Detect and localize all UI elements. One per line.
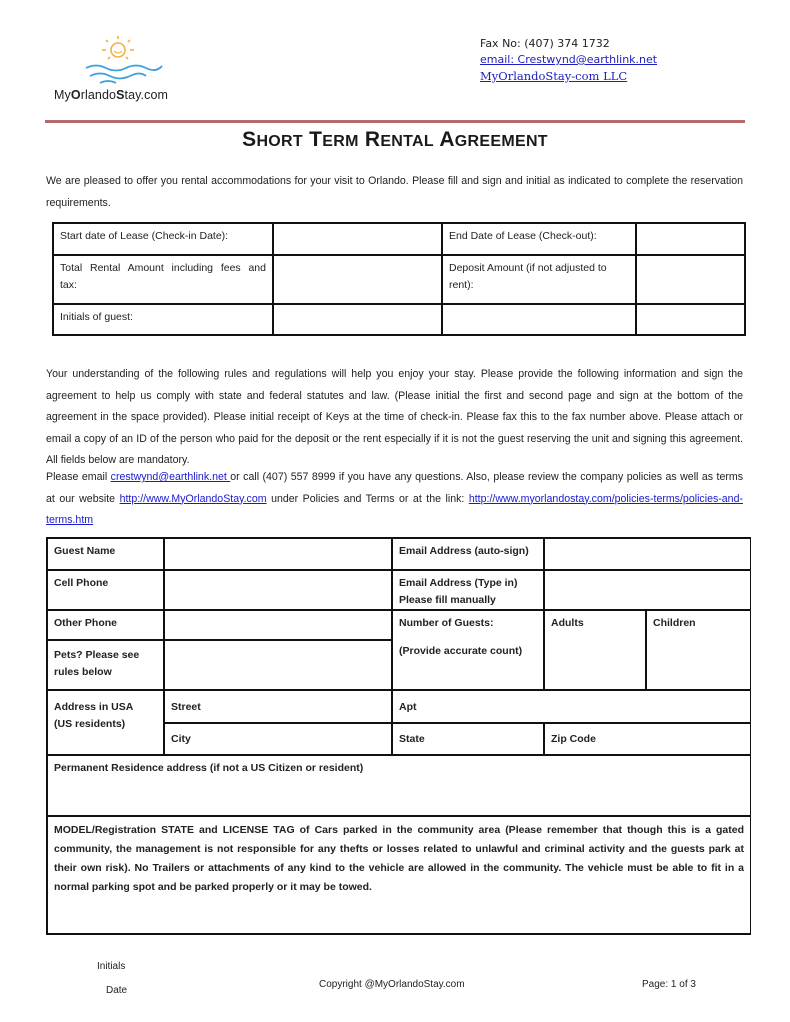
footer-initials-label: Initials [97, 961, 126, 972]
apt-label: Apt [399, 701, 417, 713]
start-date-label: Start date of Lease (Check-in Date): [60, 230, 229, 242]
state-input[interactable] [393, 724, 543, 754]
address-usa-line2: (US residents) [54, 718, 126, 730]
email-typein-label-line2: Please fill manually [399, 594, 496, 606]
guest-name-input[interactable] [165, 539, 391, 569]
policies-link[interactable]: http://www.myorlandostay.com/policies-terms/policies-and-terms.htm [46, 492, 743, 526]
pets-label: Pets? Please see rules below [54, 649, 140, 678]
children-label: Children [653, 617, 696, 629]
email-typein-label [393, 571, 543, 609]
rules-paragraph: Your understanding of the following rules and regulations will help you enjoy your stay. Please provide the following information and sign the agreement to help us comply with state and federal statutes and law. (Please initial the first and second page and sign at the bottom of the agreement in the space provided). Please initial receipt of Keys at the time of check-in. Please fax this to the fax number above. Please attach or email a copy of an ID of the person who paid for the deposit or the rent especially if it is not the guest reserving the unit and signing this agreement. All fields below are mandatory. [46, 368, 743, 466]
address-usa-label [48, 691, 163, 754]
logo-wordmark: MyOrlandoStay.com [54, 88, 169, 102]
permanent-address-input[interactable] [48, 756, 750, 815]
vehicle-info-input[interactable] [48, 817, 750, 933]
footer-page-number: Page: 1 of 3 [642, 979, 696, 990]
email-typein-input[interactable] [545, 571, 750, 609]
intro-paragraph: We are pleased to offer you rental accommodations for your visit to Orlando. Please fill and sign and initial as indicated to complete the reservation requirements. [46, 175, 743, 209]
street-input[interactable] [165, 691, 391, 722]
deposit-label: Deposit Amount (if not adjusted to rent): [449, 262, 607, 291]
email-link[interactable]: crestwynd@earthlink.net [110, 471, 231, 483]
email-auto-label: Email Address (auto-sign) [399, 545, 529, 557]
address-usa-line1: Address in USA [54, 701, 134, 713]
other-phone-label: Other Phone [54, 617, 118, 629]
num-guests-label [393, 611, 543, 689]
street-label: Street [171, 701, 201, 713]
state-label: State [399, 733, 425, 745]
contact-text-3: under Policies and Terms or at the link: [266, 492, 469, 505]
num-guests-title: Number of Guests: [399, 617, 494, 629]
city-label: City [171, 733, 191, 745]
footer-date-label: Date [106, 985, 128, 996]
contact-text-2: or call (407) 557 8999 if you have any questions. Also, please review the company policies as well as terms at our website [46, 471, 743, 505]
adults-input[interactable] [545, 611, 645, 689]
pets-input[interactable] [165, 641, 391, 689]
zip-label: Zip Code [551, 733, 596, 745]
initials-label: Initials of guest: [60, 311, 133, 323]
cell-phone-label: Cell Phone [54, 577, 109, 589]
vehicle-note: MODEL/Registration STATE and LICENSE TAG of Cars parked in the community area (Please remember that though this is a gated community, the management is not responsible for any thefts or losses related to unlawful and criminal activity and the guests park at their own risk). No Trailers or attachments of any kind to the vehicle are allowed in the community. The vehicle must be able to fit in a normal parking spot and be parked properly or it may be towed. [54, 824, 744, 893]
cell-phone-input[interactable] [165, 571, 391, 609]
website-link[interactable]: http://www.MyOrlandoStay.com [119, 492, 267, 505]
apt-input[interactable] [393, 691, 750, 722]
contact-text-1: Please email [46, 471, 111, 483]
email-typein-label-line1: Email Address (Type in) [399, 577, 518, 589]
document-title: SHORT TERM RENTAL AGREEMENT [242, 128, 548, 151]
header-email-link[interactable]: email: Crestwynd@earthlink.net [480, 53, 658, 66]
zip-input[interactable] [545, 724, 750, 754]
guest-name-label: Guest Name [54, 545, 116, 557]
permanent-address-label: Permanent Residence address (if not a US Citizen or resident) [54, 762, 364, 774]
company-name-link[interactable]: MyOrlandoStay-com LLC [480, 69, 628, 83]
num-guests-note: (Provide accurate count) [399, 645, 523, 657]
city-input[interactable] [165, 724, 391, 754]
fax-number: Fax No: (407) 374 1732 [480, 37, 610, 50]
total-rental-label: Total Rental Amount including fees and tax: [60, 262, 266, 291]
children-input[interactable] [647, 611, 750, 689]
footer-copyright: Copyright @MyOrlandoStay.com [319, 979, 465, 990]
other-phone-input[interactable] [165, 611, 391, 639]
end-date-label: End Date of Lease (Check-out): [449, 230, 597, 242]
adults-label: Adults [551, 617, 584, 629]
email-auto-input[interactable] [545, 539, 750, 569]
